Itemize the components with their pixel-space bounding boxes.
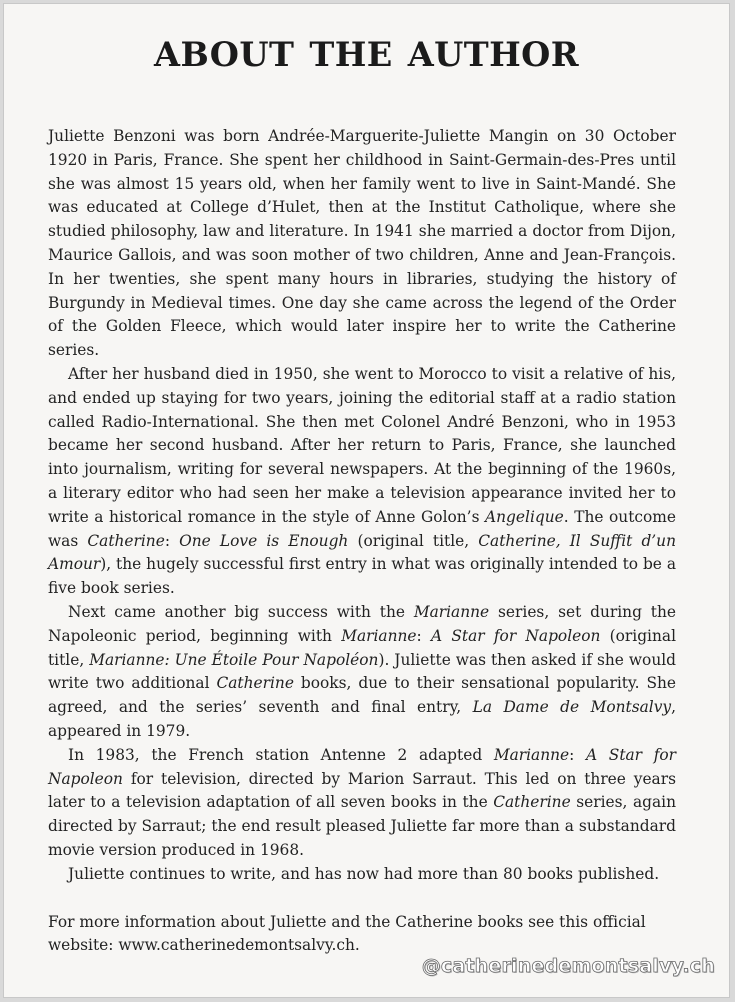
paragraph-spacer — [48, 887, 676, 911]
paragraph-text: Juliette continues to write, and has now had more than 80 books published. — [68, 864, 660, 883]
italic-title-text: Catherine — [216, 674, 294, 693]
paragraph-text: Juliette Benzoni was born Andrée-Marguerite-Juliette Mangin on 30 October 1920 in Paris, France. She spent her childhood in Saint-Germain-des-Pres until she was almost 15 years old, when her family went to live in Saint-Mandé. She was educated at College d’Hulet, then at the Institut Catholique, where she studied philosophy, law and literature. In 1941 she married a doctor from Dijon, Maurice Gallois, and was soon mother of two children, Anne and Jean-François. In her twenties, she spent many hours in libraries, studying the history of Burgundy in Medieval times. One day she came across the legend of the Order of the Golden Fleece, which would later inspire her to write the Catherine series. — [48, 127, 676, 360]
paragraph-text: , appeared in 1979. — [48, 698, 676, 740]
page-title: ABOUT THE AUTHOR — [154, 35, 579, 74]
italic-title-text: Marianne — [493, 745, 570, 764]
italic-title-text: Marianne — [341, 626, 417, 645]
paragraph-text: for television, directed by Marion Sarraut. This led on three years later to a television adaptation of all seven books in the — [48, 769, 676, 812]
italic-title-text: La Dame de Montsalvy — [472, 698, 672, 717]
italic-title-text: A Star for Napoleon — [48, 745, 677, 788]
italic-title-text: Marianne — [413, 602, 490, 621]
paragraph-text: series, again directed by Sarraut; the end result pleased Juliette far more than a substandard movie version produced in 1968. — [48, 793, 676, 859]
paragraph-text: : — [164, 531, 180, 550]
paragraph-text: (original title, — [48, 626, 676, 669]
paragraph-text: Next came another big success with the — [68, 602, 414, 621]
paragraph-1 — [48, 125, 676, 363]
book-page — [3, 3, 730, 998]
italic-title-text: Catherine — [87, 531, 165, 550]
paragraph-text: : — [416, 626, 431, 645]
paragraph-text: . The outcome was — [48, 507, 676, 550]
info-line: For more information about Juliette and the Catherine books see this official — [48, 912, 646, 931]
paragraph-text: series, set during the Napoleonic period, beginning with — [48, 602, 676, 645]
paragraph-6 — [48, 911, 676, 959]
paragraph-4 — [48, 744, 676, 863]
watermark: @catherinedemontsalvy.ch — [421, 955, 715, 977]
paragraph-text: In 1983, the French station Antenne 2 adapted — [68, 745, 494, 764]
italic-title-text: Catherine, Il Suffit d’un Amour — [48, 531, 677, 574]
italic-title-text: Catherine — [493, 793, 571, 812]
paragraph-text: books, due to their sensational popularity. She agreed, and the series’ seventh and final entry, — [48, 674, 677, 717]
italic-title-text: One Love is Enough — [179, 531, 349, 550]
paragraph-text: After her husband died in 1950, she went to Morocco to visit a relative of his, and ended up staying for two years, joining the editorial staff at a radio station called Radio-International. She then met Colonel André Benzoni, who in 1953 became her second husband. After her return to Paris, France, she launched into journalism, writing for several newspapers. At the beginning of the 1960s, a literary editor who had seen her make a television appearance invited her to write a historical romance in the style of Anne Golon’s — [48, 364, 676, 526]
paragraph-text: : — [569, 745, 587, 764]
paragraph-3 — [48, 601, 676, 744]
paragraph-text: (original title, — [348, 531, 479, 550]
italic-title-text: Angelique — [485, 507, 564, 526]
paragraph-text: ), the hugely successful first entry in what was originally intended to be a five book series. — [48, 555, 676, 598]
italic-title-text: A Star for Napoleon — [430, 626, 601, 645]
info-line: website: www.catherinedemontsalvy.ch. — [48, 936, 360, 955]
italic-title-text: Marianne: Une Étoile Pour Napoléon — [89, 650, 379, 669]
author-biography — [48, 125, 676, 958]
paragraph-2 — [48, 363, 676, 601]
paragraph-text: ). Juliette was then asked if she would write two additional — [48, 650, 677, 693]
paragraph-5 — [48, 863, 676, 887]
